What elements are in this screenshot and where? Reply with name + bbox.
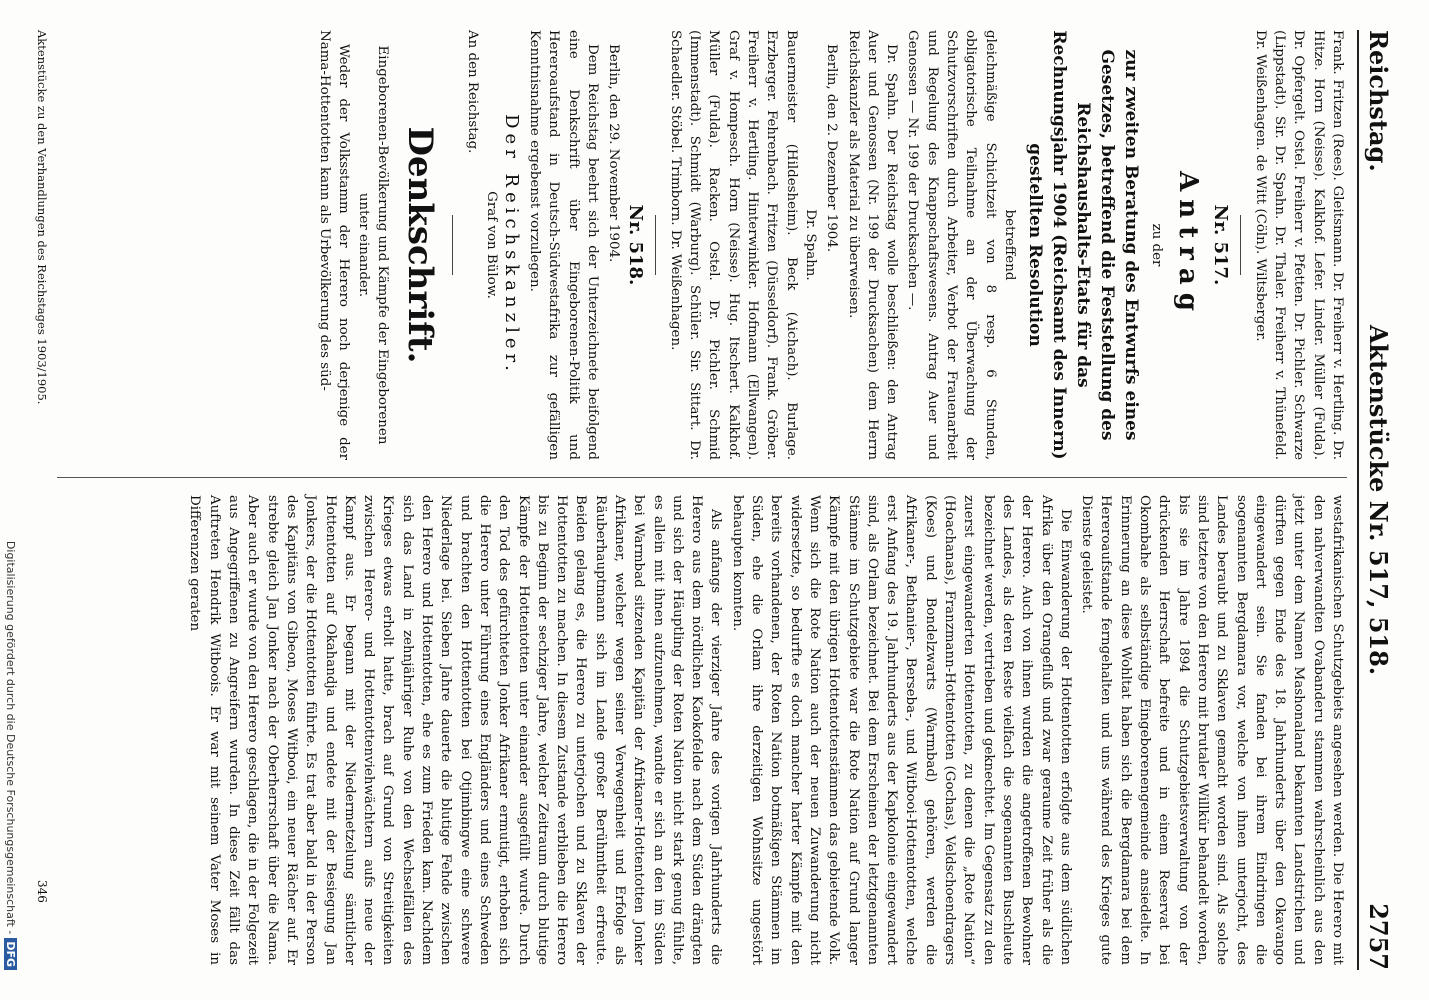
denkschrift-intro: Weder der Volksstamm der Herero noch derjenige der Nama-Hottentotten kann als Urbevölkerung des süd- bbox=[317, 30, 352, 460]
watermark-text: Digitalisierung gefördert durch die Deutsche Forschungsgemeinschaft - bbox=[4, 540, 17, 935]
source-footnote: Aktenstücke zu den Verhandlungen des Reichstages 1903/1905. bbox=[35, 30, 49, 405]
right-column bbox=[183, 495, 1347, 965]
denkschrift-subheading: Eingeborenen-Bevölkerung und Kämpfe der Eingeborenen unter einander. bbox=[355, 45, 390, 445]
page-header bbox=[1357, 30, 1395, 970]
cover-letter: Dem Reichstag beehrt sich der Unterzeichnete beifolgend eine Denkschrift über Eingeborenen-Politik und Hereroaufstand in Deutsch-Südwestafrika zur gefälligen Kenntnisnahme ergebenst vorzulegen. bbox=[527, 30, 600, 460]
signer-name: Graf von Bülow. bbox=[484, 191, 500, 299]
antrag-subject: gleichmäßige Schichtzeit von 8 resp. 6 Stunden, obligatorische Teilnahme an der Überwachung der Schutzvorschriften durch Arbeiter, Verbot der Frauenarbeit und Regelung des Knappschaftswesens. Antrag Auer und Genossen — Nr. 199 der Drucksachen —. bbox=[905, 30, 998, 460]
left-column bbox=[313, 30, 1347, 460]
signature-number: 346 bbox=[35, 880, 49, 903]
signatories-list: Frank. Fritzen (Rees). Gleitsmann. Dr. Freiherr v. Hertling. Dr. Hitze. Horn (Neisse). Kalkhof. Lefer. Linder. Müller (Fulda). Dr. Opfergelt. Ostel. Freiherr v. Pfetten. Dr. Pichler. Schwarze (Lippstadt). Sir. Dr. Spahn. Dr. Thaler. Freiherr v. Thünefeld. Dr. Weißenhagen. de Witt (Cöln). Wiltsberger. bbox=[1252, 30, 1345, 460]
paragraph-2: Die Einwanderung der Hottentotten erfolgte aus dem südlichen Afrika über den Orangefluß und zwar geraume Zeit früher als die der Herero. Auch von ihnen wurden die angetroffenen Bewohner des Landes, als deren Reste vielfach die sogenannten Buschleute bezeichnet werden, vertrieben und geknechtet. Im Gegensatz zu den zuerst eingewanderten Hottentotten, zu denen die „Rote Nation“ (Hoachanas), Franzmann-Hottentotten (Gochas), Veldschoendragers (Koes) und Bondelzwarts (Warmbad) gehören, werden die Afrikaner-, Bethanier-, Berseba-, und Witbooi-Hottentotten, welche erst Anfang des 19. Jahrhunderts aus der Kapkolonie eingewandert sind, als Orlam bezeichnet. Bei dem Erscheinen der letztgenannten Stämme im Schutzgebiete war die Rote Nation auf Grund langer Kämpfe mit den übrigen Hottentottenstämmen das gebietende Volk. Wenn sich die Rote Nation auch der neuen Zuwanderung nicht widersetzte, so bedurfte es doch mancher harter Kämpfe mit den bereits vorhandenen, der Roten Nation botmäßigen Stämmen im Süden, ehe die Orlam ihre derzeitigen Wohnsitze ungestört behaupten konnten. bbox=[729, 495, 1073, 965]
signer-title: Der Reichskanzler. bbox=[500, 114, 522, 376]
section-number-517: Nr. 517. bbox=[1209, 204, 1231, 286]
divider bbox=[1240, 215, 1241, 275]
date-line-2: Berlin, den 29. November 1904. bbox=[606, 44, 622, 263]
antrag-heading: Antrag bbox=[1173, 171, 1204, 319]
denkschrift-heading: Denkschrift. bbox=[399, 126, 440, 364]
co-signatories: Bauermeister (Hildesheim). Beck (Aichach). Burlage. Erzberger. Fehrenbach. Fritzen (Düsseldorf). Frank. Gröber. Freiherr v. Hertling. Hinterwinkler. Hofmann (Ellwangen). Graf v. Hompesch. Horn (Neisse). Hug. Itschert. Kalkhof. Müller (Fulda). Racken. Ostel. Dr. Pichler. Schmid (Immenstadt). Schmidt (Warburg). Schüler. Sir. Sittart. Dr. Schaedler. Stöbel. Trimborn. Dr. Weißenhagen. bbox=[667, 30, 799, 460]
zu-der-label: zu der bbox=[1149, 223, 1165, 267]
page-number: 2757 bbox=[1364, 903, 1393, 970]
divider bbox=[655, 215, 656, 275]
header-left: Reichstag. bbox=[1364, 30, 1393, 172]
spahn-motion: Dr. Spahn. Der Reichstag wolle beschließen: den Antrag Auer und Genossen (Nr. 199 der Drucksachen) dem Herrn Reichskanzler als Material zu überweisen. bbox=[845, 30, 900, 460]
dfg-logo: DFG bbox=[4, 938, 17, 970]
date-line-1: Berlin, den 2. Dezember 1904. bbox=[824, 44, 840, 253]
column-rule bbox=[57, 477, 1347, 478]
section-number-518: Nr. 518. bbox=[624, 204, 646, 286]
divider bbox=[452, 215, 453, 275]
digitization-watermark bbox=[4, 30, 17, 970]
antrag-title: zur zweiten Beratung des Entwurfs eines Gesetzes, betreffend die Feststellung des Reichshaushalts-Etats für das Rechnungsjahr 1904 (Reichsamt des Innern) gestellten Resolution bbox=[1024, 30, 1141, 460]
header-center: Aktenstücke Nr. 517, 518. bbox=[1364, 324, 1393, 676]
signature-spahn: Dr. Spahn. bbox=[802, 209, 818, 281]
addressee: An den Reichstag. bbox=[465, 30, 481, 154]
betreffend-label: betreffend bbox=[1001, 209, 1017, 281]
paragraph-1: westafrikanischen Schutzgebiets angesehen werden. Die Herero mit den nahverwandten Ovabanderu stammen wahrscheinlich aus den jetzt unter dem Namen Mashonaland bekannten Landstrichen und dürften gegen Ende des 18. Jahrhunderts über den Okavango eingewandert sein. Sie fanden bei ihrem Eindringen die sogenannten Bergdamara vor, welche von ihnen unterjocht, des Landes beraubt und zu Sklaven gemacht worden sind. Als solche sind letztere von den Herero mit brutaler Willkür behandelt worden, bis sie im Jahre 1894 die Schutzgebietsverwaltung von der drückenden Herrschaft befreite und in einem Reservat bei Okombahe als selbständige Eingeborenengemeinde ansiedelte. In Erinnerung an diese Wohltat haben sich die Bergdamara bei dem Hereroaufstande ferngehalten und uns während des Krieges gute Dienste geleistet. bbox=[1079, 495, 1345, 965]
paragraph-3: Als anfangs der vierziger Jahre des vorigen Jahrhunderts die Herero aus dem nördlichen Kaokofelde nach dem Süden drängten und sich der Häuptling der Roten Nation nicht stark genug fühlte, es allein mit ihnen aufzunehmen, wandte er sich an den im Süden bei Warmbad sitzenden Kapitän der Afrikaner-Hottentotten Jonker Afrikaner, welcher wegen seiner Verwegenheit und Erfolge als Räuberhauptmann sich im Lande großer Berühmtheit erfreute. Beiden gelang es, die Herero zu unterjochen und zu Sklaven der Hottentotten zu machen. In diesem Zustande verblieben die Herero bis zu Beginn der sechziger Jahre, welcher Zeitraum durch blutige Kämpfe der Hottentotten unter einander ausgefüllt wurde. Durch den Tod des gefürchteten Jonker Afrikaner ermutigt, erhoben sich die Herero unter Führung eines Engländers und eines Schweden und brachten den Hottentotten bei Otjimbingwe eine schwere Niederlage bei. Sieben Jahre dauerte die blutige Fehde zwischen den Herero und Hottentotten, ehe es zum Frieden kam. Nachdem sich das Land in zehnjähriger Ruhe von den Wechselfällen des Krieges etwas erholt hatte, brach auf Grund von Streitigkeiten zwischen Herero- und Hottentottenviehwächtern aufs neue der Kampf aus. Er begann mit der Niedermetzelung sämtlicher Hottentotten auf Okahandja und endete mit der Besiegung Jan Jonkers, der die Hottentotten führte. Es trat aber bald in der Person des Kapitäns von Gibeon, Moses Witbooi, ein neuer Rächer auf. Er strebte gleich Jan Jonker nach der Oberherrschaft über die Nama. Aber auch er wurde von den Herero geschlagen, die in der Folgezeit aus Angegriffenen zu Angreifern wurden. In diese Zeit fällt das Auftreten Hendrik Witboois. Er war mit seinem Vater Moses in Differenzen geraten bbox=[187, 495, 724, 965]
